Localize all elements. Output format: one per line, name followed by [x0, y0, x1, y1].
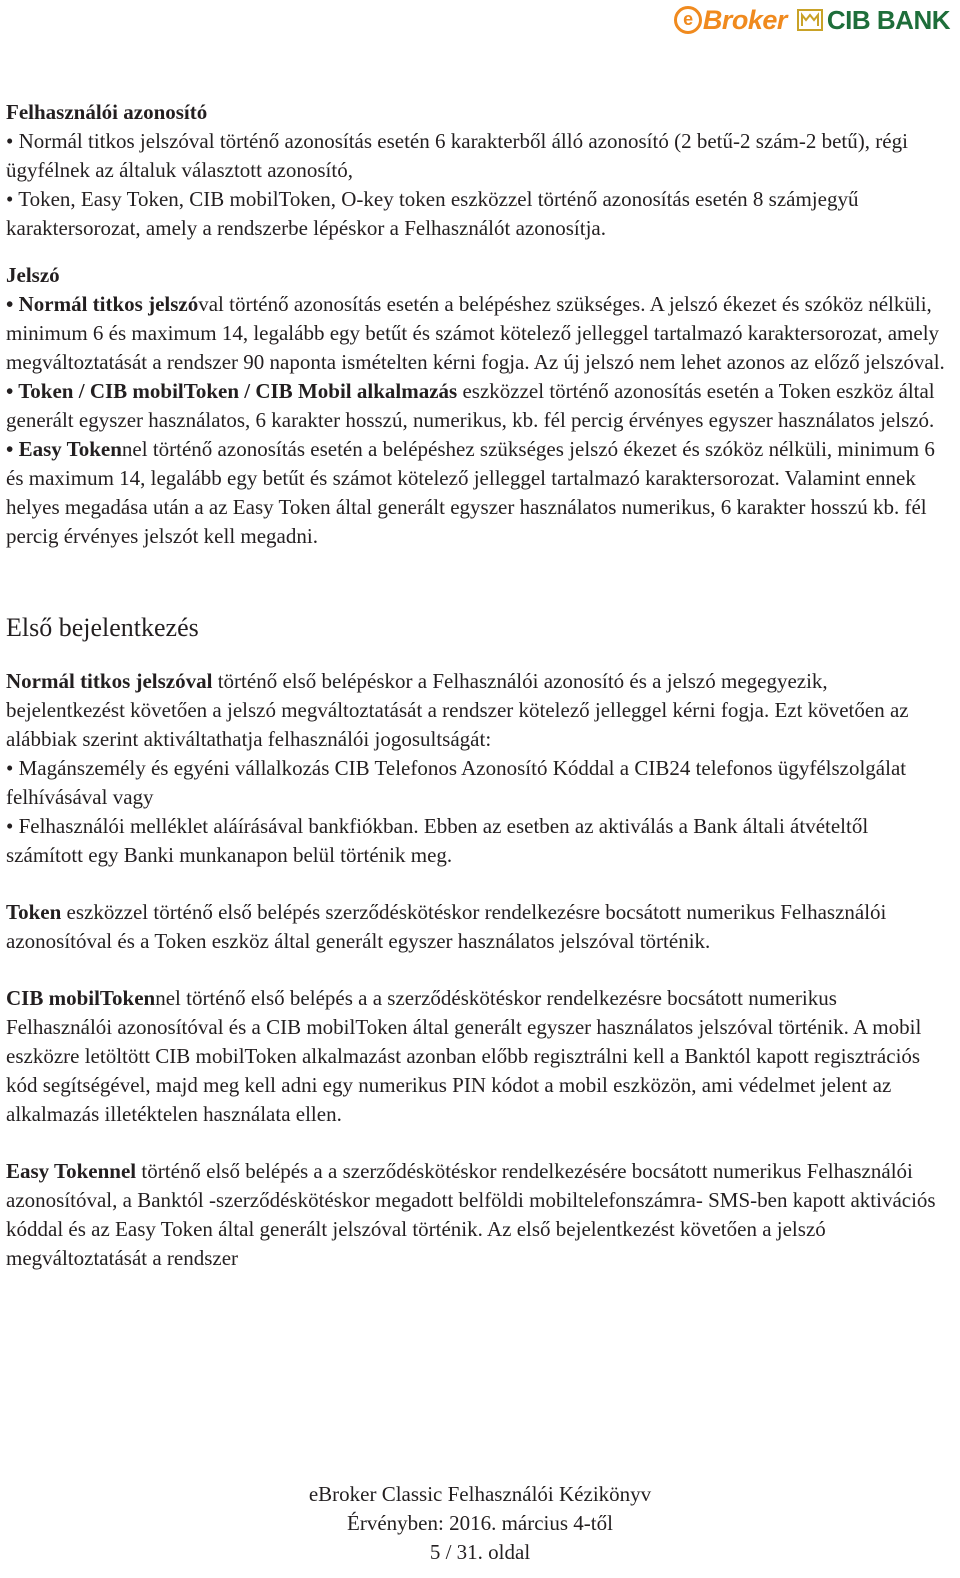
first-login-p1-text: történő első belépéskor a Felhasználói azonosító és a jelszó megegyezik, bejelentkezést követően a jelszó megváltoztatását a rendszer kötelező jelleggel kérni fogja. Ezt követően az alábbiak szerint aktiváltathatja felhasználói jogosultságát:	[6, 669, 909, 751]
first-login-paragraph-token	[6, 898, 946, 956]
first-login-p3-bold: CIB mobilToken	[6, 986, 156, 1010]
first-login-bullet-2: • Felhasználói melléklet aláírásával bankfiókban. Ebben az esetben az aktiválás a Bank általi átvételtől számított egy Banki munkanapon belül történik meg.	[6, 814, 869, 867]
page-footer	[0, 1480, 960, 1567]
password-bullet-1-text: val történő azonosítás esetén a belépéshez szükséges. A jelszó ékezet és szóköz nélküli, minimum 6 és maximum 14, legalább egy betűt és számot kötelező jelleggel tartalmazó karaktersorozat, amely megváltoztatását a rendszer 90 naponta ismételten kérni fogja. Az új jelszó nem lehet azonos az előző jelszóval.	[6, 292, 945, 374]
first-login-p2-bold: Token	[6, 900, 62, 924]
password-bullet-2-bold: • Token / CIB mobilToken / CIB Mobil alkalmazás	[6, 379, 458, 403]
user-id-bullet-2: • Token, Easy Token, CIB mobilToken, O-key token eszközzel történő azonosítás esetén 8 számjegyű karaktersorozat, amely a rendszerbe lépéskor a Felhasználót azonosítja.	[6, 187, 859, 240]
footer-page-number: 5 / 31. oldal	[429, 1540, 531, 1564]
ebroker-logo-text: Broker	[702, 4, 787, 35]
heading-user-id: Felhasználói azonosító	[6, 100, 208, 124]
ebroker-logo-mark: e	[674, 6, 702, 34]
password-bullet-3-bold: • Easy Token	[6, 437, 122, 461]
first-login-bullet-1: • Magánszemély és egyéni vállalkozás CIB Telefonos Azonosító Kóddal a CIB24 telefonos ügyfélszolgálat felhívásával vagy	[6, 756, 907, 809]
first-login-p3-text: nel történő első belépés a a szerződéskötéskor rendelkezésre bocsátott numerikus Felhasználói azonosítóval és a CIB mobilToken által generált egyszer használatos jelszóval történik. A mobil eszközre letöltött CIB mobilToken alkalmazást azonban előbb regisztrálni kell a Banktól kapott regisztrációs kód segítségével, majd meg kell adni egy numerikus PIN kódot a mobil eszközön, ami védelmet jelent az alkalmazás illetéktelen használata ellen.	[6, 986, 922, 1126]
first-login-p4-text: történő első belépés a a szerződéskötéskor rendelkezésére bocsátott numerikus Felhasználói azonosítóval, a Banktól -szerződéskötéskor megadott belföldi mobiltelefonszámra- SMS-ben kapott aktivációs kóddal és az Easy Token által generált jelszóval történik. Az első bejelentkezést követően a jelszó megváltoztatását a rendszer	[6, 1159, 936, 1270]
heading-password: Jelszó	[6, 263, 60, 287]
cib-bank-logo	[797, 5, 950, 36]
first-login-paragraph-easytoken	[6, 1157, 946, 1273]
first-login-p4-bold: Easy Tokennel	[6, 1159, 137, 1183]
password-bullet-2-text: eszközzel történő azonosítás esetén a Token eszköz által generált egyszer használatos, 6 karakter hosszú, numerikus, kb. fél percig érvényes egyszer használatos jelszó.	[6, 379, 935, 432]
footer-document-title: eBroker Classic Felhasználói Kézikönyv	[308, 1482, 652, 1506]
footer-validity: Érvényben: 2016. március 4-től	[347, 1511, 613, 1535]
ebroker-logo	[674, 5, 787, 36]
section-title-first-login: Első bejelentkezés	[6, 613, 199, 642]
first-login-p2-text: eszközzel történő első belépés szerződéskötéskor rendelkezésre bocsátott numerikus Felhasználói azonosítóval és a Token eszköz által generált egyszer használatos jelszóval történik.	[6, 900, 887, 953]
password-bullet-3-text: nel történő azonosítás esetén a belépéshez szükséges jelszó ékezet és szóköz nélküli, minimum 6 és maximum 14, legalább egy betűt és számot kötelező jelleggel tartalmazó karaktersorozat. Valamint ennek helyes megadása után a az Easy Token által generált egyszer használatos numerikus, 6 karakter hosszú kb. fél percig érvényes jelszót kell megadni.	[6, 437, 935, 548]
cib-logo-text: CIB BANK	[826, 4, 950, 35]
password-bullet-2	[6, 377, 946, 435]
first-login-p1-bold: Normál titkos jelszóval	[6, 669, 213, 693]
first-login-paragraph-1	[6, 667, 946, 754]
user-id-bullet-1: • Normál titkos jelszóval történő azonosítás esetén 6 karakterből álló azonosító (2 betű-2 szám-2 betű), régi ügyfélnek az általuk választott azonosító,	[6, 129, 908, 182]
password-bullet-1	[6, 290, 946, 377]
cib-emblem-icon	[797, 8, 823, 32]
first-login-paragraph-mobiltoken	[6, 984, 946, 1129]
header-logos	[674, 0, 950, 40]
password-bullet-3	[6, 435, 946, 551]
password-bullet-1-bold: • Normál titkos jelszó	[6, 292, 199, 316]
page-content	[6, 98, 946, 1273]
